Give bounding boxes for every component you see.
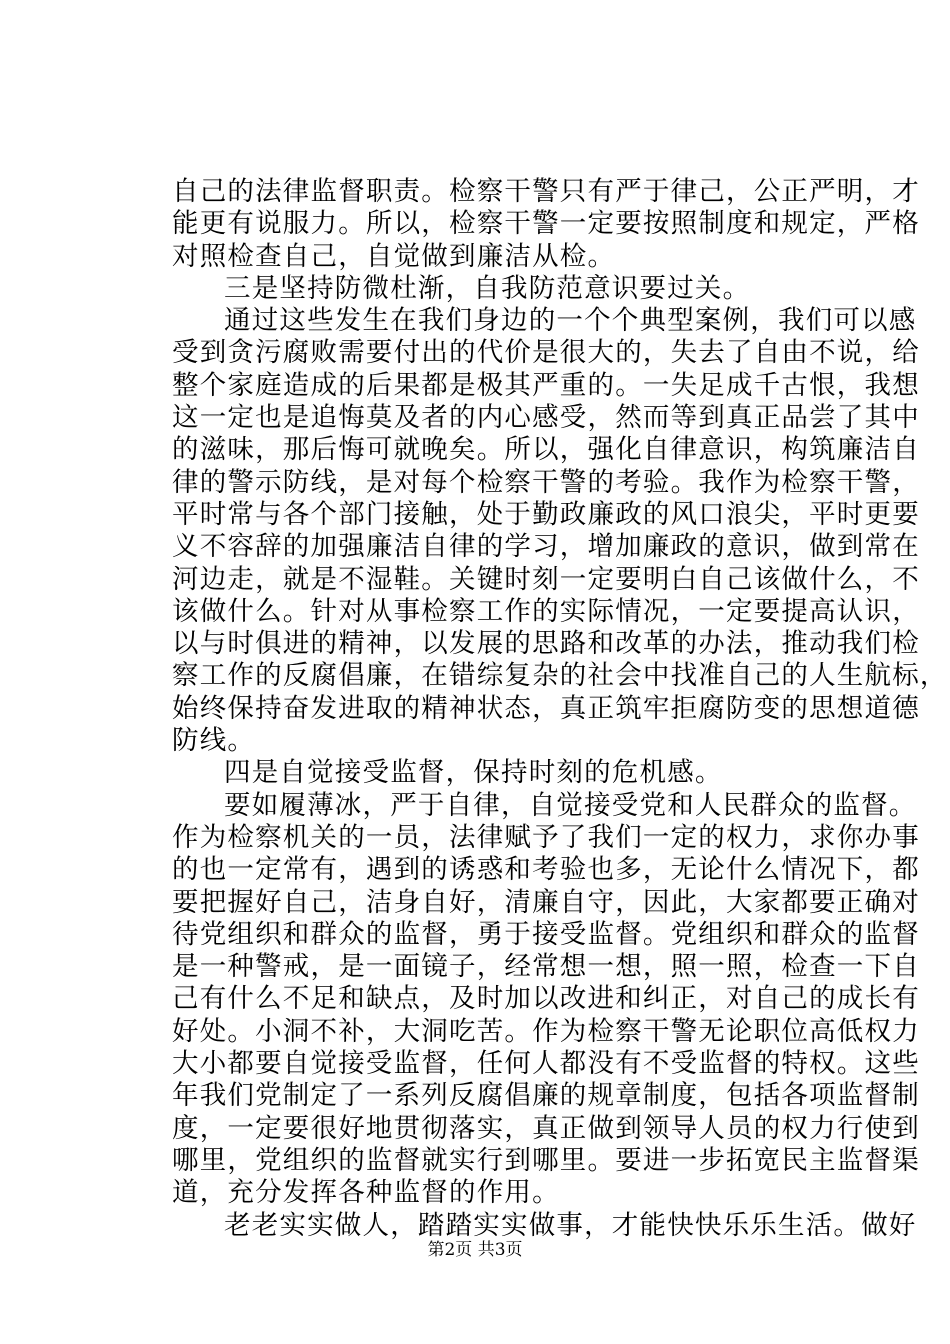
text-line: 能更有说服力。所以，检察干警一定要按照制度和规定，严格 [172, 208, 920, 240]
text-line: 是一种警戒，是一面镜子，经常想一想，照一照，检查一下自 [172, 951, 920, 983]
text-line: 要如履薄冰，严于自律，自觉接受党和人民群众的监督。 [224, 789, 917, 821]
page-number-footer: 第2页 共3页 [427, 1240, 523, 1260]
text-line: 这一定也是追悔莫及者的内心感受，然而等到真正品尝了其中 [172, 402, 920, 434]
text-line: 平时常与各个部门接触，处于勤政廉政的风口浪尖，平时更要 [172, 498, 920, 530]
text-line: 通过这些发生在我们身边的一个个典型案例，我们可以感 [224, 305, 917, 337]
text-line: 待党组织和群众的监督，勇于接受监督。党组织和群众的监督 [172, 918, 920, 950]
text-line: 自己的法律监督职责。检察干警只有严于律己，公正严明，才 [172, 176, 920, 207]
document-body [172, 176, 948, 1242]
section-heading-line: 三是坚持防微杜渐，自我防范意识要过关。 [224, 272, 751, 304]
text-line: 哪里，党组织的监督就实行到哪里。要进一步拓宽民主监督渠 [172, 1144, 920, 1176]
text-line: 律的警示防线，是对每个检察干警的考验。我作为检察干警， [172, 466, 920, 498]
text-line: 己有什么不足和缺点，及时加以改进和纠正，对自己的成长有 [172, 983, 920, 1015]
text-line: 要把握好自己，洁身自好，清廉自守，因此，大家都要正确对 [172, 886, 920, 918]
text-line: 大小都要自觉接受监督，任何人都没有不受监督的特权。这些 [172, 1048, 920, 1080]
text-line: 以与时俱进的精神，以发展的思路和改革的办法，推动我们检 [172, 628, 920, 660]
text-line: 整个家庭造成的后果都是极其严重的。一失足成千古恨，我想 [172, 369, 920, 401]
text-line: 度，一定要很好地贯彻落实，真正做到领导人员的权力行使到 [172, 1112, 920, 1144]
text-line: 该做什么。针对从事检察工作的实际情况，一定要提高认识， [172, 595, 920, 627]
text-line: 始终保持奋发进取的精神状态，真正筑牢拒腐防变的思想道德 [172, 692, 920, 724]
text-line: 作为检察机关的一员，法律赋予了我们一定的权力，求你办事 [172, 821, 920, 853]
text-line: 义不容辞的加强廉洁自律的学习，增加廉政的意识，做到常在 [172, 531, 920, 563]
text-line: 道，充分发挥各种监督的作用。 [172, 1177, 560, 1209]
text-line: 河边走，就是不湿鞋。关键时刻一定要明白自己该做什么，不 [172, 563, 920, 595]
text-line: 年我们党制定了一系列反腐倡廉的规章制度，包括各项监督制 [172, 1080, 920, 1112]
text-line: 的滋味，那后悔可就晚矣。所以，强化自律意识，构筑廉洁自 [172, 434, 920, 466]
text-line: 防线。 [172, 725, 256, 757]
text-line: 察工作的反腐倡廉，在错综复杂的社会中找准自己的人生航标， [172, 660, 948, 692]
text-line: 老老实实做人，踏踏实实做事，才能快快乐乐生活。做好 [224, 1209, 917, 1241]
text-line: 受到贪污腐败需要付出的代价是很大的，失去了自由不说，给 [172, 337, 920, 369]
text-line: 好处。小洞不补，大洞吃苦。作为检察干警无论职位高低权力 [172, 1015, 920, 1047]
text-line: 对照检查自己，自觉做到廉洁从检。 [172, 240, 616, 272]
section-heading-line: 四是自觉接受监督，保持时刻的危机感。 [224, 757, 723, 789]
text-line: 的也一定常有，遇到的诱惑和考验也多，无论什么情况下，都 [172, 854, 920, 886]
